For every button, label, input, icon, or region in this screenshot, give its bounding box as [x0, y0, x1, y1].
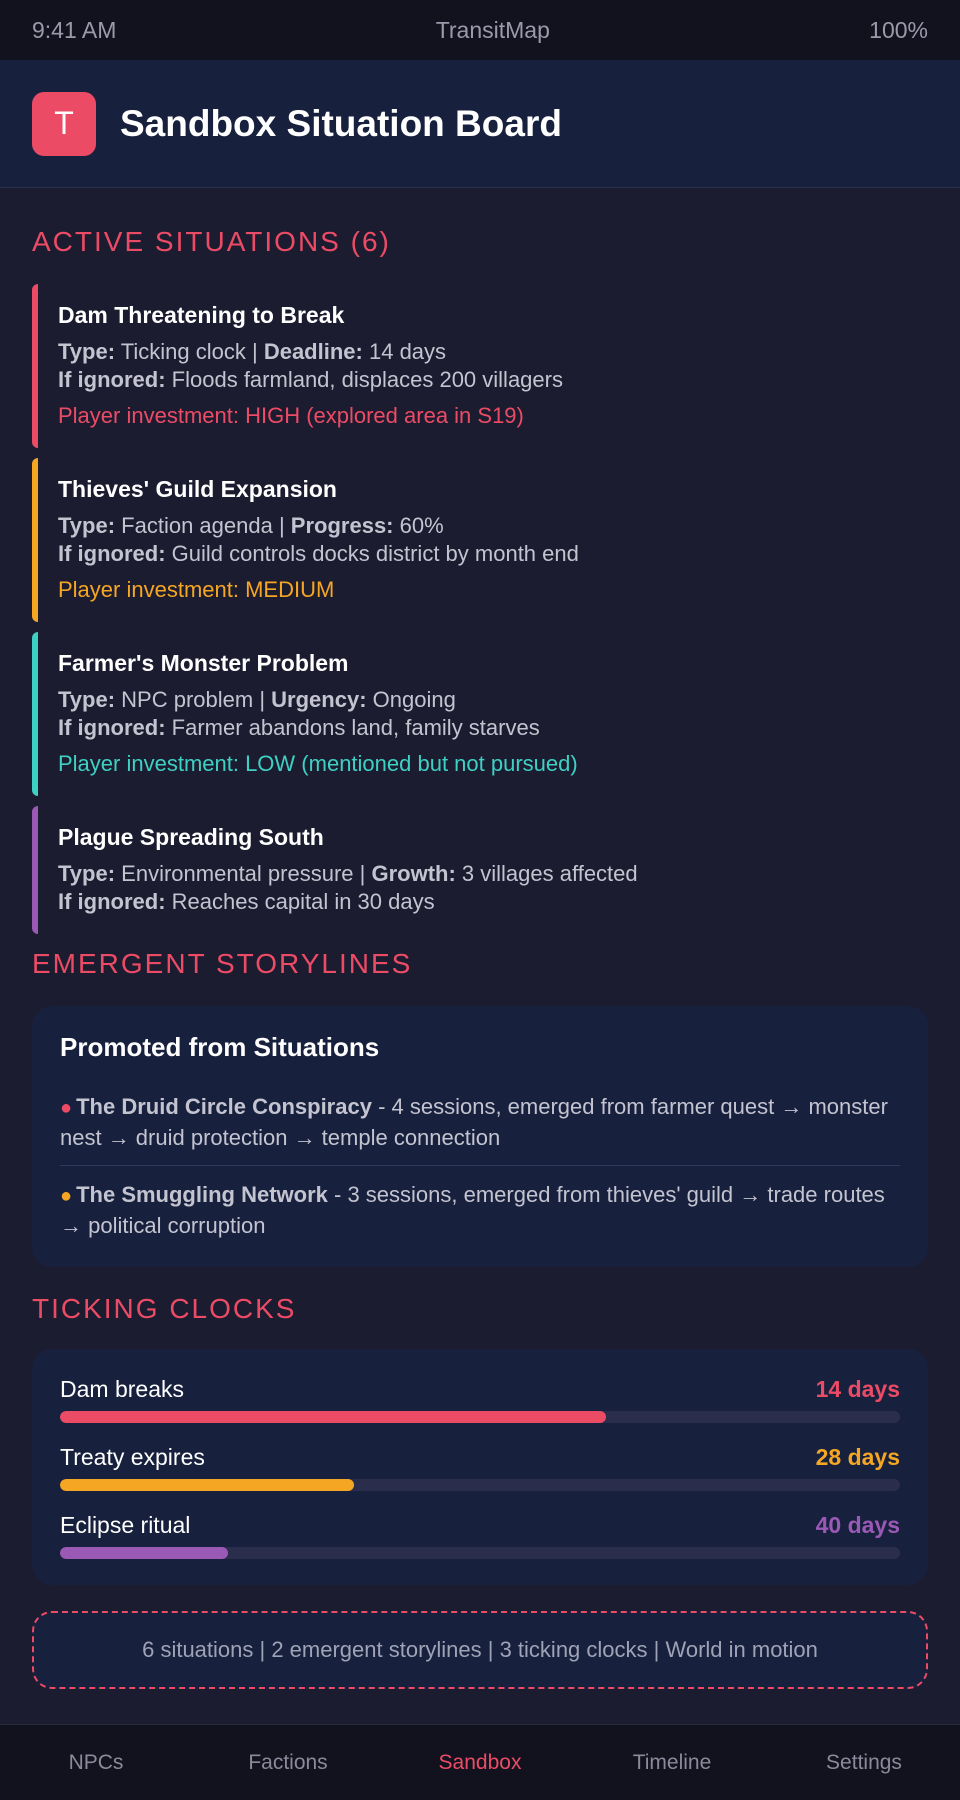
- clock-progress-track: [60, 1411, 900, 1423]
- clock-days: 28 days: [815, 1444, 900, 1470]
- nav-item-timeline[interactable]: Timeline: [632, 1750, 712, 1774]
- situation-title: Plague Spreading South: [58, 824, 324, 850]
- summary-footer: 6 situations | 2 emergent storylines | 3 ticking clocks | World in motion: [32, 1611, 928, 1689]
- clock-progress-track: [60, 1547, 900, 1559]
- situation-card[interactable]: [32, 806, 928, 934]
- storyline-name: The Druid Circle Conspiracy: [76, 1094, 372, 1119]
- storyline-name: The Smuggling Network: [76, 1182, 328, 1207]
- situation-investment: Player investment: LOW (mentioned but not pursued): [58, 751, 578, 776]
- app-header: [0, 60, 960, 188]
- clocks-panel: [32, 1349, 928, 1585]
- clock-row: [60, 1511, 900, 1559]
- clock-label: Dam breaks: [60, 1376, 184, 1402]
- clock-row: [60, 1375, 900, 1423]
- situation-card[interactable]: [32, 632, 928, 796]
- bottom-nav: [0, 1724, 960, 1800]
- situation-meta: Type: Environmental pressure | Growth: 3 villages affected: [58, 861, 638, 886]
- storyline-item[interactable]: [60, 1092, 900, 1153]
- storyline-desc: - 4 sessions, emerged from farmer quest → monster nest → druid protection → temple connection: [60, 1094, 888, 1150]
- divider: [60, 1165, 900, 1166]
- emergent-storylines-heading: EMERGENT STORYLINES: [32, 948, 413, 979]
- status-bar: [0, 0, 960, 60]
- situation-card[interactable]: [32, 458, 928, 622]
- nav-item-npcs[interactable]: NPCs: [68, 1750, 124, 1774]
- storyline-desc: - 3 sessions, emerged from thieves' guild → trade routes → political corruption: [60, 1182, 885, 1238]
- situation-consequence: If ignored: Farmer abandons land, family starves: [58, 715, 540, 740]
- situation-card[interactable]: [32, 284, 928, 448]
- situation-consequence: If ignored: Guild controls docks district by month end: [58, 541, 579, 566]
- clock-progress-fill: [60, 1479, 354, 1491]
- situation-meta: Type: Ticking clock | Deadline: 14 days: [58, 339, 447, 364]
- clock-days: 40 days: [815, 1512, 900, 1538]
- clock-label: Eclipse ritual: [60, 1512, 191, 1538]
- storylines-panel: [32, 1006, 928, 1267]
- clock-days: 14 days: [815, 1376, 900, 1402]
- page-title: Sandbox Situation Board: [120, 102, 562, 144]
- main-content: [0, 222, 960, 1689]
- status-battery: 100%: [869, 16, 928, 43]
- situation-title: Dam Threatening to Break: [58, 302, 345, 328]
- nav-item-sandbox[interactable]: Sandbox: [438, 1750, 522, 1774]
- nav-item-settings[interactable]: Settings: [826, 1750, 902, 1774]
- situation-consequence: If ignored: Reaches capital in 30 days: [58, 889, 435, 914]
- situations-list: [32, 284, 928, 934]
- clock-progress-fill: [60, 1411, 606, 1423]
- ticking-clocks-heading: TICKING CLOCKS: [32, 1293, 297, 1324]
- situation-meta: Type: Faction agenda | Progress: 60%: [58, 513, 444, 538]
- status-app-name: TransitMap: [435, 16, 550, 43]
- storyline-dot-icon: ●: [60, 1185, 73, 1207]
- situation-investment: Player investment: MEDIUM: [58, 577, 335, 602]
- active-situations-heading: ACTIVE SITUATIONS (6): [32, 226, 391, 257]
- clock-progress-track: [60, 1479, 900, 1491]
- storyline-dot-icon: ●: [60, 1097, 73, 1119]
- situation-title: Farmer's Monster Problem: [58, 650, 349, 676]
- clock-label: Treaty expires: [60, 1444, 205, 1470]
- clock-progress-fill: [60, 1547, 228, 1559]
- status-time: 9:41 AM: [32, 16, 117, 43]
- nav-item-factions[interactable]: Factions: [248, 1750, 328, 1774]
- situation-investment: Player investment: HIGH (explored area in S19): [58, 403, 524, 428]
- app-logo: T: [32, 92, 96, 156]
- storyline-item[interactable]: [60, 1180, 900, 1241]
- situation-title: Thieves' Guild Expansion: [58, 476, 337, 502]
- situation-meta: Type: NPC problem | Urgency: Ongoing: [58, 687, 456, 712]
- situation-consequence: If ignored: Floods farmland, displaces 200 villagers: [58, 367, 563, 392]
- clock-row: [60, 1443, 900, 1491]
- storylines-panel-title: Promoted from Situations: [60, 1032, 380, 1062]
